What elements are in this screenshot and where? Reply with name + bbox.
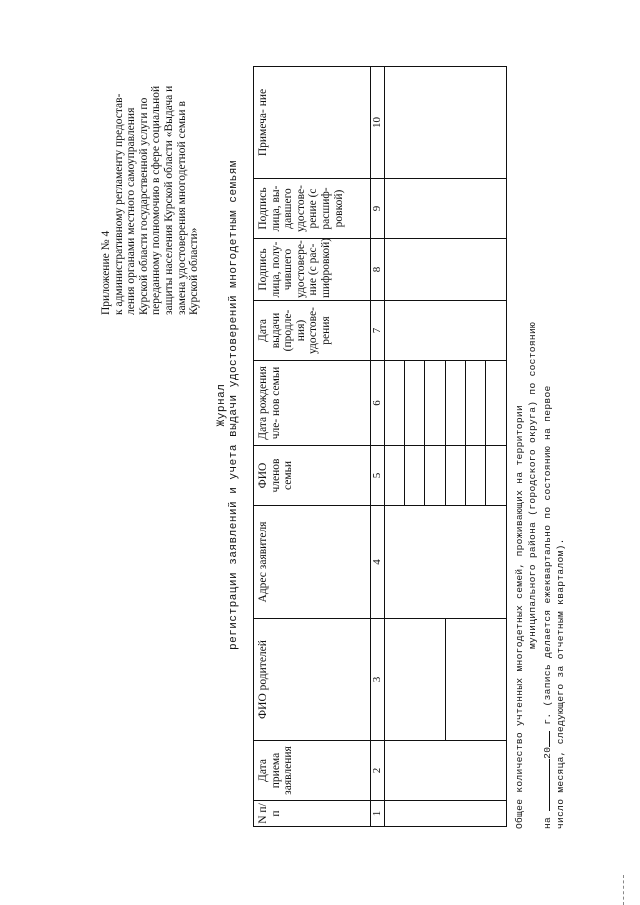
column-number: 3: [371, 619, 385, 741]
footer-prefix: на: [542, 816, 553, 829]
journal-table: [253, 66, 507, 827]
column-number: 1: [371, 801, 385, 827]
header-cell: Подпись лица, вы- давшего удостове- рение (с расшиф- ровкой): [254, 179, 371, 239]
journal-heading: [216, 155, 240, 655]
footer-line: число месяца, следующего за отчетным кварталом).: [554, 538, 566, 829]
footer-line-date: [539, 309, 555, 829]
column-number: 9: [371, 179, 385, 239]
footer-rest: г. (запись делается ежеквартально по состоянию на первое: [542, 385, 553, 725]
page-edge-mark: [623, 875, 625, 905]
table-cell[interactable]: [384, 506, 506, 619]
header-cell: Подпись лица, полу- чившего удостовере- ние (с рас- шифровкой): [254, 239, 371, 301]
table-cell[interactable]: [404, 446, 424, 506]
footer-note: [514, 309, 567, 829]
table-cell[interactable]: [384, 239, 506, 301]
footer-line: муниципального района (городского округа) по состоянию: [526, 321, 538, 649]
appendix-line: переданному полномочию в сфере социальной: [150, 85, 163, 315]
appendix-note: [100, 75, 201, 315]
column-number-row: [371, 67, 385, 827]
table-header-row: [254, 67, 371, 827]
appendix-line: замена удостоверения многодетной семьи в: [175, 101, 188, 315]
year-blank[interactable]: [539, 731, 550, 747]
header-cell: ФИО членов семьи: [254, 446, 371, 506]
column-number: 4: [371, 506, 385, 619]
table-cell[interactable]: [486, 446, 506, 506]
journal-title: Журнал: [216, 383, 228, 427]
table-cell[interactable]: [384, 619, 445, 741]
header-cell: Дата выдачи (продле- ния) удостове- рения: [254, 301, 371, 361]
footer-line: Общее количество учтенных многодетных семей, проживающих на территории: [514, 404, 525, 829]
appendix-line: защиты населения Курской области «Выдача и: [162, 85, 175, 315]
column-number: 2: [371, 741, 385, 801]
appendix-line: Курской области»: [188, 227, 201, 315]
appendix-line: к административному регламенту предостав-: [112, 93, 125, 315]
table-cell[interactable]: [445, 446, 465, 506]
table-cell[interactable]: [465, 361, 485, 446]
table-row: [384, 67, 404, 827]
table-cell[interactable]: [384, 67, 506, 179]
column-number: 5: [371, 446, 385, 506]
appendix-line: Приложение № 4: [100, 230, 112, 315]
table-cell[interactable]: [404, 361, 424, 446]
table-cell[interactable]: [486, 361, 506, 446]
day-month-blank[interactable]: [539, 759, 550, 811]
table-cell[interactable]: [384, 801, 506, 827]
journal-subtitle: регистрации заявлений и учета выдачи удостоверений многодетным семьям: [228, 160, 240, 650]
column-number: 6: [371, 361, 385, 446]
header-cell: Дата приема заявления: [254, 741, 371, 801]
header-cell: ФИО родителей: [254, 619, 371, 741]
table-cell[interactable]: [384, 446, 404, 506]
footer-year: 20: [542, 746, 553, 759]
appendix-line: Курской области государственной услуги по: [137, 97, 150, 315]
column-number: 10: [371, 67, 385, 179]
column-number: 8: [371, 239, 385, 301]
header-cell: Примеча- ние: [254, 67, 371, 179]
header-cell: Дата рождения чле- нов семьи: [254, 361, 371, 446]
header-cell: N п/п: [254, 801, 371, 827]
journal-table-wrapper: [253, 67, 640, 827]
table-cell[interactable]: [384, 179, 506, 239]
table-cell[interactable]: [384, 301, 506, 361]
table-cell[interactable]: [465, 446, 485, 506]
header-cell: Адрес заявителя: [254, 506, 371, 619]
column-number: 7: [371, 301, 385, 361]
table-cell[interactable]: [445, 619, 506, 741]
table-cell[interactable]: [384, 361, 404, 446]
table-cell[interactable]: [425, 446, 445, 506]
table-cell[interactable]: [384, 741, 506, 801]
table-cell[interactable]: [445, 361, 465, 446]
table-cell[interactable]: [425, 361, 445, 446]
appendix-line: ления органами местного самоуправления: [125, 107, 138, 315]
